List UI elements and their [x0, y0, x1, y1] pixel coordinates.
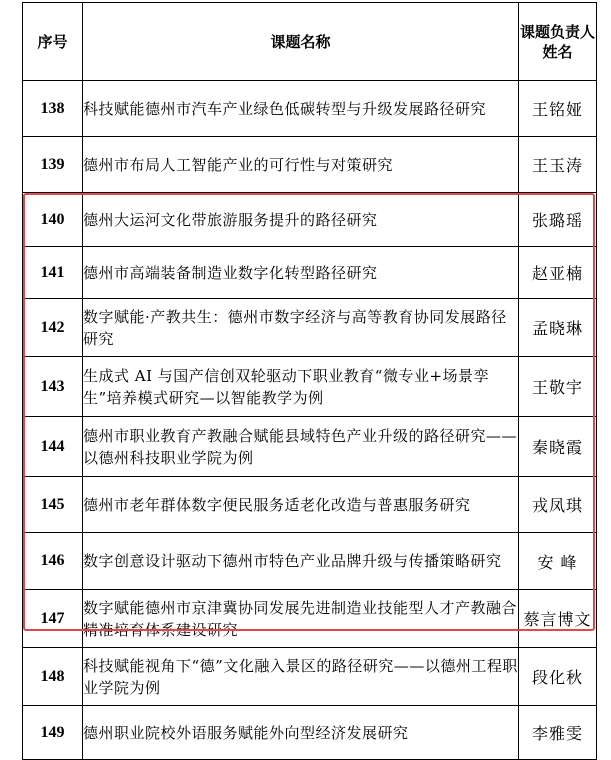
table-row	[23, 706, 597, 760]
row-title: 科技赋能视角下“德”文化融入景区的路径研究——以德州工程职业学院为例	[83, 648, 519, 706]
row-title: 德州市高端装备制造业数字化转型路径研究	[83, 247, 519, 299]
table-row	[23, 137, 597, 193]
row-person: 李雅雯	[519, 706, 597, 760]
row-person: 戎凤琪	[519, 477, 597, 533]
row-title: 生成式 AI 与国产信创双轮驱动下职业教育“微专业+场景孪生”培养模式研究—以智能教学为例	[83, 357, 519, 417]
row-number: 149	[23, 706, 83, 760]
row-person: 秦晓霞	[519, 417, 597, 477]
header-title: 课题名称	[83, 3, 519, 81]
table-row	[23, 648, 597, 706]
row-person: 蔡言博文	[519, 590, 597, 648]
header-person	[519, 3, 597, 81]
row-person: 孟晓琳	[519, 299, 597, 357]
table-row	[23, 299, 597, 357]
row-number: 143	[23, 357, 83, 417]
row-title: 数字创意设计驱动下德州市特色产业品牌升级与传播策略研究	[83, 533, 519, 590]
header-row	[23, 3, 597, 81]
row-person: 张璐瑶	[519, 193, 597, 247]
row-person: 王铭娅	[519, 81, 597, 137]
row-number: 141	[23, 247, 83, 299]
table-row	[23, 81, 597, 137]
table-row	[23, 533, 597, 590]
row-number: 140	[23, 193, 83, 247]
row-number: 146	[23, 533, 83, 590]
table-row	[23, 417, 597, 477]
table-row	[23, 357, 597, 417]
row-title: 科技赋能德州市汽车产业绿色低碳转型与升级发展路径研究	[83, 81, 519, 137]
row-person: 安 峰	[519, 533, 597, 590]
header-number: 序号	[23, 3, 83, 81]
table-row	[23, 477, 597, 533]
row-title: 数字赋能德州市京津冀协同发展先进制造业技能型人才产教融合精准培育体系建设研究	[83, 590, 519, 648]
row-title: 德州职业院校外语服务赋能外向型经济发展研究	[83, 706, 519, 760]
row-number: 138	[23, 81, 83, 137]
row-number: 139	[23, 137, 83, 193]
project-table	[22, 2, 597, 760]
row-person: 赵亚楠	[519, 247, 597, 299]
row-title: 德州市老年群体数字便民服务适老化改造与普惠服务研究	[83, 477, 519, 533]
row-number: 148	[23, 648, 83, 706]
table-row	[23, 247, 597, 299]
row-number: 145	[23, 477, 83, 533]
row-title: 数字赋能·产教共生：德州市数字经济与高等教育协同发展路径研究	[83, 299, 519, 357]
row-title: 德州市布局人工智能产业的可行性与对策研究	[83, 137, 519, 193]
row-number: 144	[23, 417, 83, 477]
row-person: 王玉涛	[519, 137, 597, 193]
row-person: 段化秋	[519, 648, 597, 706]
header-person-line2: 姓名	[542, 42, 573, 61]
header-person-line1: 课题负责人	[519, 22, 595, 41]
table-row	[23, 193, 597, 247]
table-row	[23, 590, 597, 648]
row-title: 德州市职业教育产教融合赋能县域特色产业升级的路径研究——以德州科技职业学院为例	[83, 417, 519, 477]
row-number: 142	[23, 299, 83, 357]
row-number: 147	[23, 590, 83, 648]
row-person: 王敬宇	[519, 357, 597, 417]
row-title: 德州大运河文化带旅游服务提升的路径研究	[83, 193, 519, 247]
